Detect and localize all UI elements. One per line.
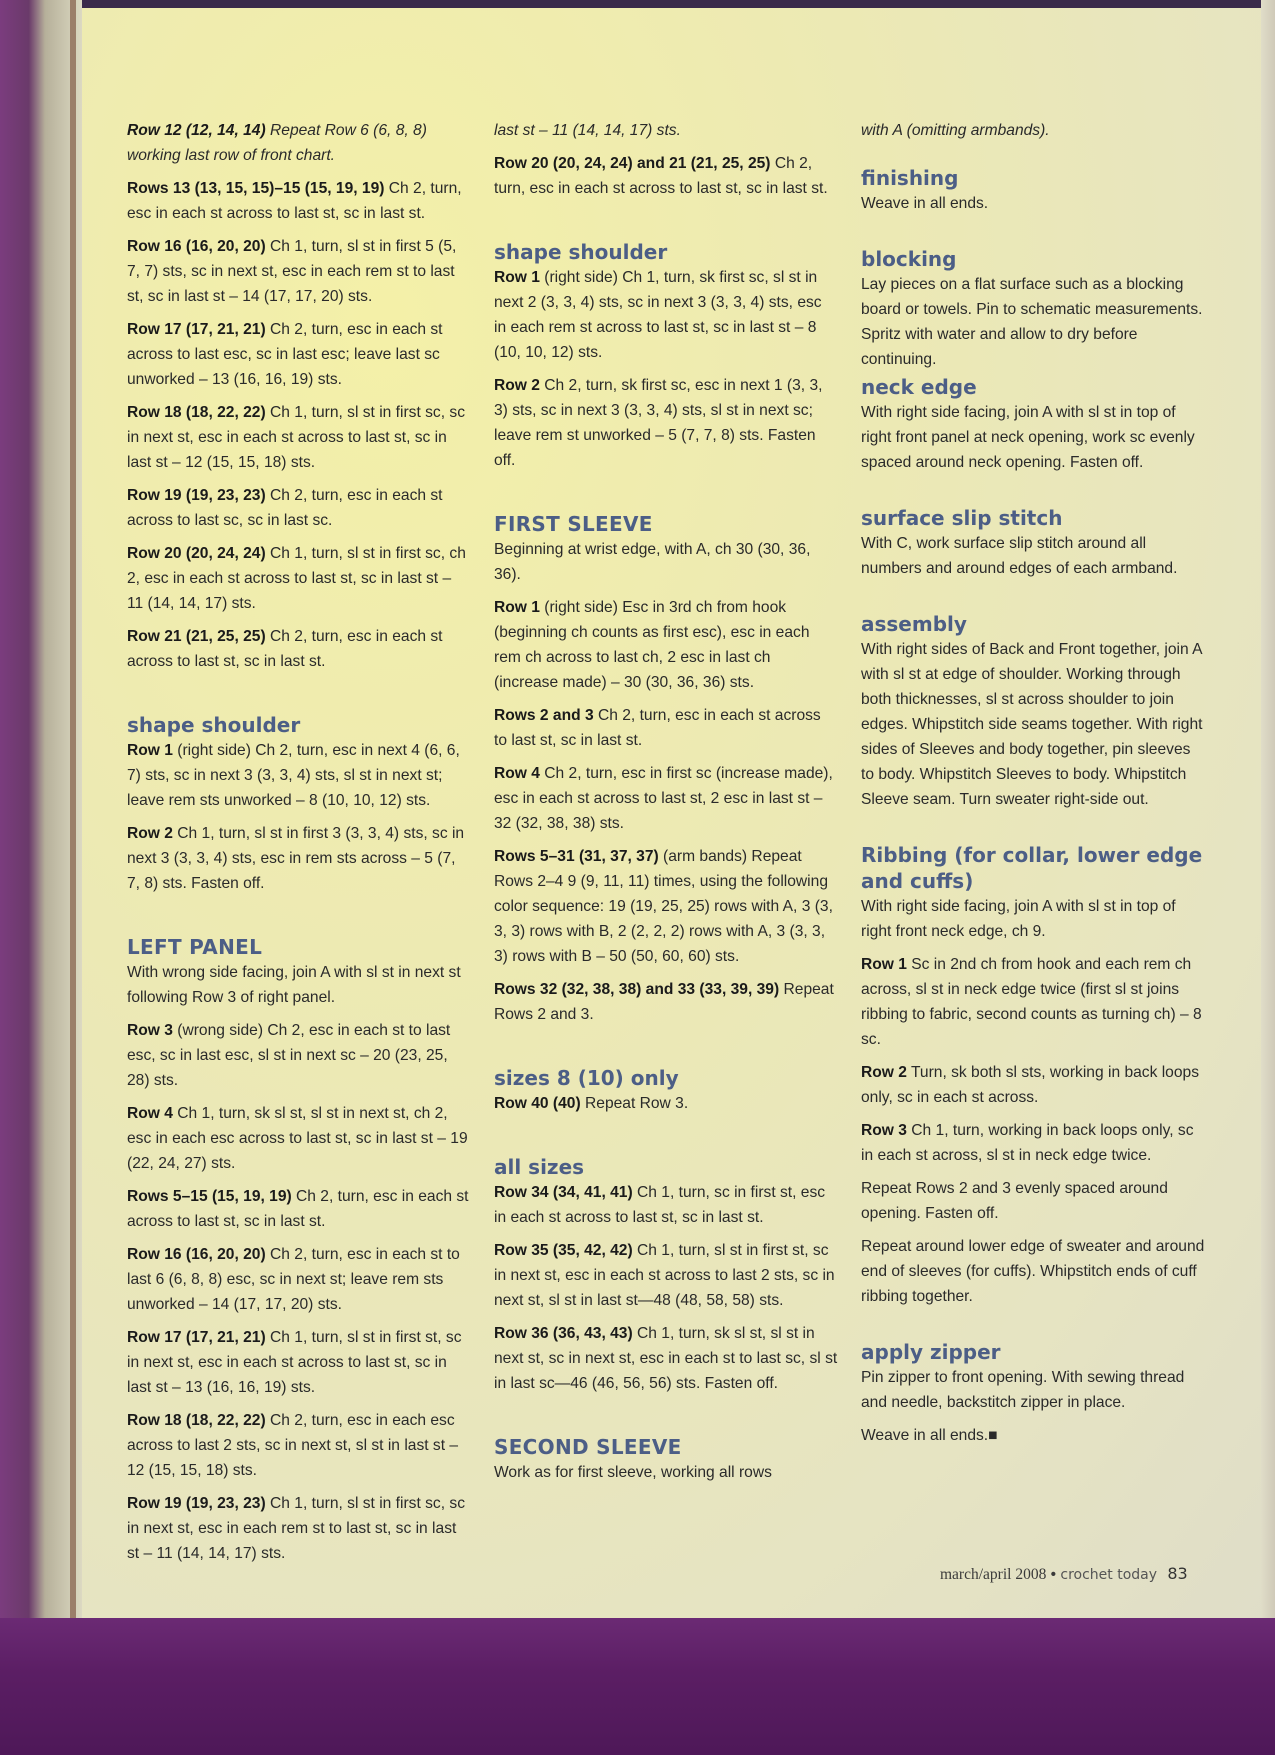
instruction-rows-5-15 — [127, 1184, 470, 1234]
row-label: Row 19 (19, 23, 23) — [127, 1495, 266, 1512]
instruction-rows-2-3 — [494, 703, 838, 753]
page-top-edge — [0, 0, 1275, 8]
section-heading-ribbing: Ribbing (for collar, lower edge and cuffs) — [861, 843, 1203, 893]
row-label: Rows 13 (13, 15, 15)–15 (15, 19, 19) — [127, 180, 385, 197]
instruction-row-21 — [127, 624, 470, 674]
instruction-row-1 — [127, 738, 470, 813]
row-text: last st – 11 (14, 14, 17) sts. — [494, 122, 681, 139]
issue-date: march/april 2008 — [940, 1566, 1047, 1583]
footer-bullet: • — [1050, 1566, 1057, 1583]
row-text: Ch 2, turn, esc in each st across to last st, sc in last st. — [494, 155, 828, 197]
instruction-surface-slip-stitch — [861, 531, 1207, 581]
row-text: Ch 2, turn, esc in each st across to last sc, sc in last sc. — [127, 487, 443, 529]
row-label: Rows 2 and 3 — [494, 707, 594, 724]
instruction-row-19 — [127, 483, 470, 533]
row-label: Row 3 — [861, 1122, 907, 1139]
row-text: Pin zipper to front opening. With sewing thread and needle, backstitch zipper in place. — [861, 1369, 1185, 1411]
row-text: Ch 1, turn, sk sl st, sl st in next st, sc in next st, esc in each st to last sc, sl st in last sc—46 (46, 56, 56) sts. Fasten off. — [494, 1325, 838, 1392]
instruction-neck-edge — [861, 400, 1207, 475]
row-text: Ch 2, turn, esc in each esc across to last 2 sts, sc in next st, sl st in last st – 12 (15, 15, 18) sts. — [127, 1412, 459, 1479]
instruction-blocking — [861, 272, 1207, 372]
row-text: Repeat Rows 2 and 3. — [494, 981, 834, 1023]
row-text: Ch 2, turn, esc in each st across to last st, sc in last st. — [127, 180, 462, 222]
row-text: Turn, sk both sl sts, working in back loops only, sc in each st across. — [861, 1064, 1199, 1106]
row-label: Row 12 (12, 14, 14) — [127, 122, 266, 139]
row-text: Repeat Rows 2 and 3 evenly spaced around opening. Fasten off. — [861, 1180, 1168, 1222]
page-footer — [940, 1564, 1240, 1584]
section-heading-sizes-8-10: sizes 8 (10) only — [494, 1066, 679, 1090]
row-text: Repeat Row 3. — [580, 1095, 689, 1112]
instruction-ribbing-repeat — [861, 1176, 1207, 1226]
instruction-row-4-sleeve — [494, 761, 838, 836]
section-heading-neck-edge: neck edge — [861, 375, 977, 399]
row-text: Beginning at wrist edge, with A, ch 30 (30, 36, 36). — [494, 541, 811, 583]
row-label: Rows 5–15 (15, 19, 19) — [127, 1188, 292, 1205]
instruction-row-17b — [127, 1325, 470, 1400]
instruction-row-19b — [127, 1491, 470, 1566]
row-text: Ch 2, turn, esc in each st to last 6 (6, 8, 8) esc, sc in next st; leave rem sts unworked – 14 (17, 17, 20) sts. — [127, 1246, 460, 1313]
row-label: Row 4 — [127, 1105, 173, 1122]
instruction-intro — [494, 537, 838, 587]
instruction-row-16 — [127, 234, 470, 309]
row-label: Row 20 (20, 24, 24) and 21 (21, 25, 25) — [494, 155, 771, 172]
row-text: Ch 1, turn, sl st in first sc, sc in next st, esc in each st across to last st, sc in last st – 12 (15, 15, 18) sts. — [127, 404, 465, 471]
row-text: Ch 2, turn, esc in each st across to last st, sc in last st. — [127, 628, 443, 670]
instruction-row-16b — [127, 1242, 470, 1317]
row-text: With right side facing, join A with sl st in top of right front panel at neck opening, work sc evenly spaced around neck opening. Fasten off. — [861, 404, 1195, 471]
row-label: Row 35 (35, 42, 42) — [494, 1242, 633, 1259]
row-text: Ch 1, turn, sl st in first st, sc in next st, esc in each st across to last 2 sts, sc in next st, sl st in last st—48 (48, 58, 58) sts. — [494, 1242, 835, 1309]
instruction-row-17 — [127, 317, 470, 392]
instruction-row-34 — [494, 1180, 838, 1230]
row-text: Weave in all ends.■ — [861, 1427, 998, 1444]
instruction-row-3 — [127, 1018, 470, 1093]
row-text: Ch 2, turn, esc in each st across to last esc, sc in last esc; leave last sc unworked – 13 (16, 16, 19) sts. — [127, 321, 443, 388]
instruction-ribbing-row-3 — [861, 1118, 1207, 1168]
row-label: Row 2 — [127, 825, 173, 842]
instruction-rows-32-33 — [494, 977, 838, 1027]
row-text: (right side) Ch 1, turn, sk first sc, sl st in next 2 (3, 3, 4) sts, sc in next 3 (3, 3, 4) sts, esc in each rem st across to last st, sc in last st – 8 (10, 10, 12) sts. — [494, 269, 822, 361]
section-heading-apply-zipper: apply zipper — [861, 1340, 1001, 1364]
row-label: Row 21 (21, 25, 25) — [127, 628, 266, 645]
row-label: Row 16 (16, 20, 20) — [127, 1246, 266, 1263]
row-text: Ch 1, turn, sl st in first sc, ch 2, esc in each st across to last st, sc in last st – 11 (14, 14, 17) sts. — [127, 545, 466, 612]
section-heading-shape-shoulder: shape shoulder — [494, 240, 668, 264]
instruction-row-1-sleeve — [494, 595, 838, 695]
instruction-row-36 — [494, 1321, 838, 1396]
instruction-assembly — [861, 637, 1207, 812]
section-heading-left-panel: LEFT PANEL — [127, 935, 263, 959]
instruction-row-2 — [494, 373, 838, 473]
instruction-ribbing-row-2 — [861, 1060, 1207, 1110]
row-text: Ch 2, turn, sk first sc, esc in next 1 (3, 3, 3) sts, sc in next 3 (3, 3, 4) sts, sl st in next sc; leave rem st unworked – 5 (7, 7, 8) sts. Fasten off. — [494, 377, 823, 469]
instruction-row-40 — [494, 1091, 838, 1116]
row-label: Row 2 — [861, 1064, 907, 1081]
row-label: Row 18 (18, 22, 22) — [127, 1412, 266, 1429]
row-text: (right side) Ch 2, turn, esc in next 4 (6, 6, 7) sts, sc in next 3 (3, 3, 4) sts, sl st in next st; leave rem sts unworked – 8 (10, 10, 12) sts. — [127, 742, 460, 809]
magazine-name: crochet today — [1060, 1567, 1158, 1583]
row-text: Ch 1, turn, working in back loops only, sc in each st across, sl st in neck edge twice. — [861, 1122, 1194, 1164]
instruction-ribbing-row-1 — [861, 952, 1207, 1052]
binding-crease — [70, 0, 76, 1618]
row-label: Row 3 — [127, 1022, 173, 1039]
instruction-row-1 — [494, 265, 838, 365]
row-text: With right sides of Back and Front together, join A with sl st at edge of shoulder. Working through both thicknesses, sl st across shoulder to join edges. Whipstitch side seams together. With right sides of Sleeves and body together, pin sleeves to body. Whipstitch Sleeves to body. Whipstitch Sleeve seam. Turn sweater right-side out. — [861, 641, 1203, 808]
section-heading-all-sizes: all sizes — [494, 1155, 585, 1179]
row-label: Row 17 (17, 21, 21) — [127, 321, 266, 338]
section-heading-surface-slip-stitch: surface slip stitch — [861, 506, 1063, 530]
row-text: Ch 2, turn, esc in first sc (increase made), esc in each st across to last st, 2 esc in last st – 32 (32, 38, 38) sts. — [494, 765, 833, 832]
row-text: Sc in 2nd ch from hook and each rem ch across, sl st in neck edge twice (first sl st joins ribbing to fabric, second counts as turning ch) – 8 sc. — [861, 956, 1202, 1048]
section-heading-assembly: assembly — [861, 612, 967, 636]
instruction-ribbing-cuffs — [861, 1234, 1207, 1309]
row-text: Lay pieces on a flat surface such as a blocking board or towels. Pin to schematic measurements. Spritz with water and allow to dry before continuing. — [861, 276, 1203, 368]
section-heading-shape-shoulder: shape shoulder — [127, 713, 301, 737]
background-surface — [0, 1618, 1275, 1755]
row-text: (wrong side) Ch 2, esc in each st to last esc, sc in last esc, sl st in next sc – 20 (23, 25, 28) sts. — [127, 1022, 451, 1089]
row-label: Row 20 (20, 24, 24) — [127, 545, 266, 562]
section-heading-second-sleeve: SECOND SLEEVE — [494, 1435, 682, 1459]
instruction-apply-zipper — [861, 1365, 1207, 1415]
instruction-ribbing-intro — [861, 894, 1207, 944]
instruction-row-2 — [127, 821, 470, 896]
page-number: 83 — [1167, 1564, 1188, 1583]
row-text: With C, work surface slip stitch around all numbers and around edges of each armband. — [861, 535, 1178, 577]
row-label: Row 4 — [494, 765, 540, 782]
row-text: Ch 1, turn, sl st in first st, sc in next st, esc in each st across to last st, sc in last st – 13 (16, 16, 19) sts. — [127, 1329, 462, 1396]
row-label: Row 40 (40) — [494, 1095, 581, 1112]
section-heading-blocking: blocking — [861, 247, 957, 271]
column-right — [861, 118, 1207, 1456]
row-label: Row 1 — [127, 742, 173, 759]
instruction-rows-20-21 — [494, 151, 838, 201]
row-text: Ch 1, turn, sl st in first 5 (5, 7, 7) sts, sc in next st, esc in each rem st to last st, sc in last st – 14 (17, 17, 20) sts. — [127, 238, 457, 305]
page-right-edge — [1261, 0, 1275, 1618]
instruction-intro — [494, 1460, 838, 1485]
instruction-row-12 — [127, 118, 470, 168]
row-text: Ch 2, turn, esc in each st across to last st, sc in last st. — [494, 707, 821, 749]
row-text: Ch 1, turn, sc in first st, esc in each st across to last st, sc in last st. — [494, 1184, 826, 1226]
instruction-finishing — [861, 191, 1207, 216]
row-label: Row 36 (36, 43, 43) — [494, 1325, 633, 1342]
row-text: Ch 1, turn, sl st in first sc, sc in next st, esc in each rem st to last st, sc in last st – 11 (14, 14, 17) sts. — [127, 1495, 465, 1562]
row-text: (arm bands) Repeat Rows 2–4 9 (9, 11, 11) times, using the following color sequence: 19 (19, 25, 25) rows with A, 3 (3, 3, 3) rows with B, 2 (2, 2, 2) rows with A, 3 (3, 3, 3) rows with B – 50 (50, 60, 60) sts. — [494, 848, 833, 965]
instruction-weave-ends — [861, 1423, 1207, 1448]
row-label: Row 19 (19, 23, 23) — [127, 487, 266, 504]
instruction-row-4 — [127, 1101, 470, 1176]
row-label: Row 18 (18, 22, 22) — [127, 404, 266, 421]
instruction-rows-13-15 — [127, 176, 470, 226]
instruction-row-18b — [127, 1408, 470, 1483]
row-text: Weave in all ends. — [861, 195, 989, 212]
row-text: Repeat around lower edge of sweater and around end of sleeves (for cuffs). Whipstitch ends of cuff ribbing together. — [861, 1238, 1205, 1305]
row-label: Row 34 (34, 41, 41) — [494, 1184, 633, 1201]
row-text: Repeat Row 6 (6, 8, 8) working last row of front chart. — [127, 122, 427, 164]
row-label: Row 1 — [494, 269, 540, 286]
row-label: Row 2 — [494, 377, 540, 394]
row-label: Row 1 — [861, 956, 907, 973]
row-label: Rows 32 (32, 38, 38) and 33 (33, 39, 39) — [494, 981, 780, 998]
section-heading-first-sleeve: FIRST SLEEVE — [494, 512, 653, 536]
row-text: Ch 1, turn, sk sl st, sl st in next st, ch 2, esc in each esc across to last st, sc in last st – 19 (22, 24, 27) sts. — [127, 1105, 468, 1172]
instruction-continued — [494, 118, 838, 143]
instruction-continued — [861, 118, 1207, 143]
instruction-row-35 — [494, 1238, 838, 1313]
instruction-intro — [127, 960, 470, 1010]
row-text: (right side) Esc in 3rd ch from hook (beginning ch counts as first esc), esc in each rem ch across to last ch, 2 esc in last ch (increase made) – 30 (30, 36, 36) sts. — [494, 599, 810, 691]
instruction-rows-5-31 — [494, 844, 838, 969]
row-text: Ch 1, turn, sl st in first 3 (3, 3, 4) sts, sc in next 3 (3, 3, 4) sts, esc in rem sts across – 5 (7, 7, 8) sts. Fasten off. — [127, 825, 465, 892]
column-middle — [494, 118, 838, 1493]
row-text: With right side facing, join A with sl st in top of right front neck edge, ch 9. — [861, 898, 1176, 940]
row-text: with A (omitting armbands). — [861, 122, 1050, 139]
instruction-row-20 — [127, 541, 470, 616]
row-label: Row 16 (16, 20, 20) — [127, 238, 266, 255]
row-text: With wrong side facing, join A with sl st in next st following Row 3 of right panel. — [127, 964, 461, 1006]
row-label: Row 1 — [494, 599, 540, 616]
column-left — [127, 118, 470, 1574]
section-heading-finishing: finishing — [861, 166, 959, 190]
row-text: Ch 2, turn, esc in each st across to last st, sc in last st. — [127, 1188, 469, 1230]
row-text: Work as for first sleeve, working all rows — [494, 1464, 772, 1481]
row-label: Rows 5–31 (31, 37, 37) — [494, 848, 659, 865]
row-label: Row 17 (17, 21, 21) — [127, 1329, 266, 1346]
instruction-row-18 — [127, 400, 470, 475]
